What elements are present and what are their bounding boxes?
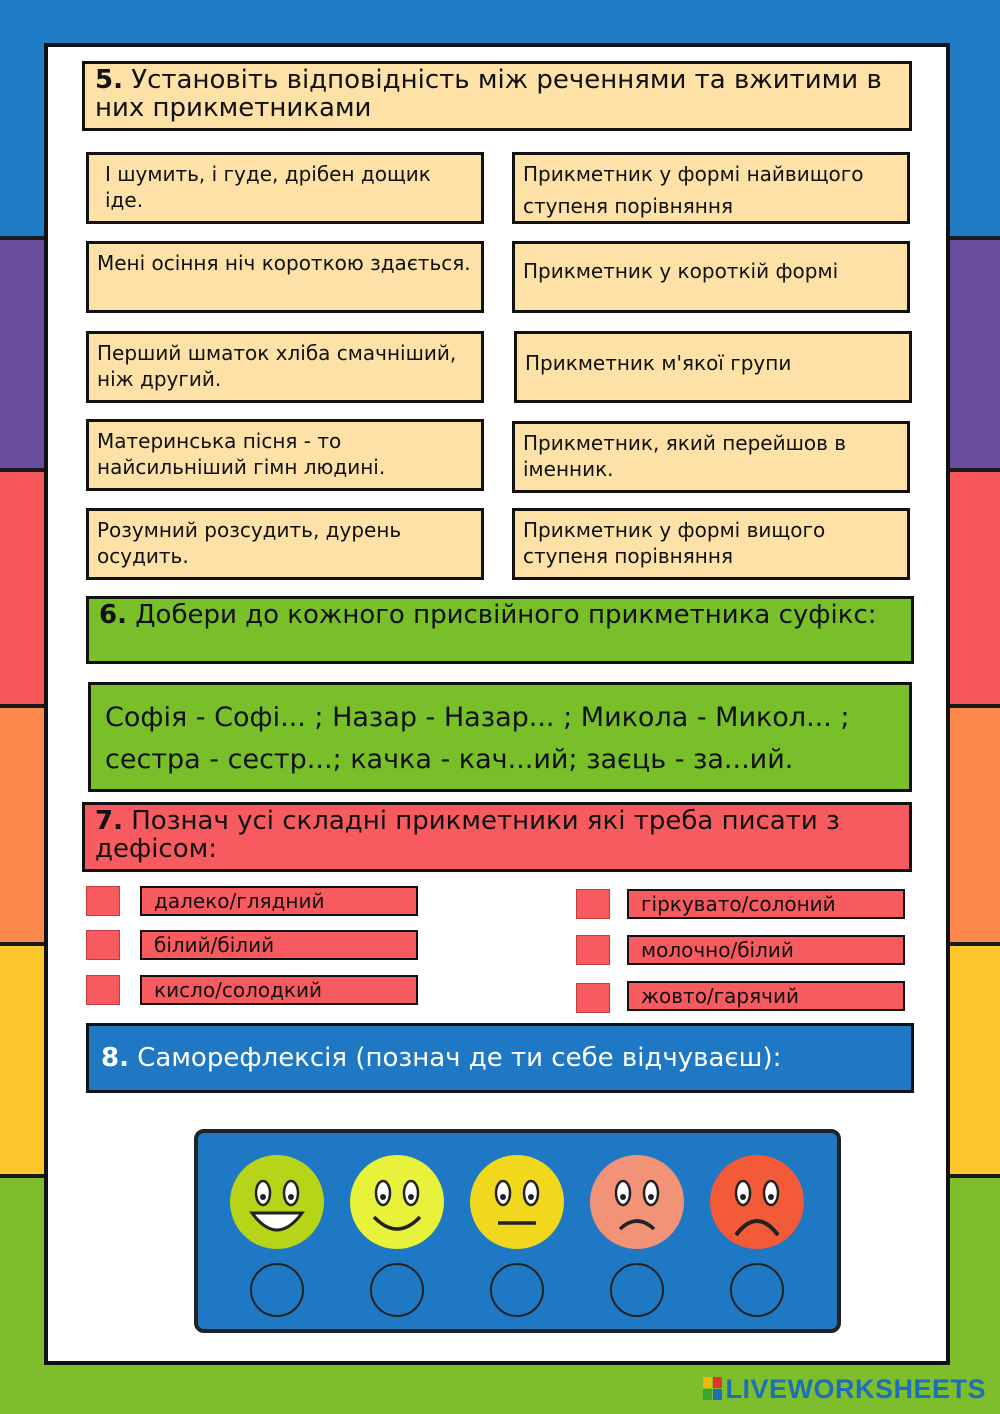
reflection-choice-5[interactable] bbox=[730, 1263, 784, 1317]
task6-exercise[interactable] bbox=[88, 682, 912, 792]
task6-line-1: Софія - Софі... ; Назар - Назар... ; Микола - Микол... ; bbox=[105, 702, 850, 733]
sad-face-icon bbox=[590, 1155, 684, 1249]
word-right-2: молочно/білий bbox=[627, 935, 905, 965]
task5-heading bbox=[82, 61, 912, 131]
task7-heading bbox=[82, 802, 912, 872]
match-left-2[interactable]: Мені осіння ніч короткою здається. bbox=[86, 241, 484, 313]
reflection-choice-1[interactable] bbox=[250, 1263, 304, 1317]
checkbox-right-1[interactable] bbox=[576, 889, 610, 919]
word-right-3: жовто/гарячий bbox=[627, 981, 905, 1011]
match-left-4[interactable]: Материнська пісня - то найсильніший гімн людині. bbox=[86, 419, 484, 491]
task6-title: Добери до кожного присвійного прикметника суфікс: bbox=[135, 600, 877, 630]
task5-number: 5. bbox=[95, 65, 123, 95]
checkbox-left-3[interactable] bbox=[86, 975, 120, 1005]
brand-name: LIVEWORKSHEETS bbox=[725, 1374, 986, 1404]
checkbox-left-1[interactable] bbox=[86, 886, 120, 916]
reflection-panel bbox=[194, 1129, 841, 1333]
reflection-choice-4[interactable] bbox=[610, 1263, 664, 1317]
checkbox-left-2[interactable] bbox=[86, 930, 120, 960]
word-left-3: кисло/солодкий bbox=[140, 975, 418, 1005]
match-right-5[interactable]: Прикметник у формі вищого ступеня порівняння bbox=[512, 508, 910, 580]
task7-number: 7. bbox=[95, 806, 123, 836]
task6-line-2: сестра - сестр...; качка - кач...ий; заєць - за...ий. bbox=[105, 744, 794, 775]
smile-face-icon bbox=[350, 1155, 444, 1249]
liveworksheets-logo bbox=[703, 1374, 986, 1405]
word-left-2: білий/білий bbox=[140, 930, 418, 960]
big-grin-face-icon bbox=[230, 1155, 324, 1249]
task5-title: Установіть відповідність між реченнями та вжитими в них прикметниками bbox=[95, 65, 882, 123]
match-right-2[interactable]: Прикметник у короткій формі bbox=[512, 241, 910, 313]
match-left-1[interactable]: І шумить, і гуде, дрібен дощик іде. bbox=[86, 152, 484, 224]
task6-number: 6. bbox=[99, 600, 127, 630]
checkbox-right-3[interactable] bbox=[576, 983, 610, 1013]
word-right-1: гіркувато/солоний bbox=[627, 889, 905, 919]
task8-title: Саморефлексія (познач де ти себе відчуваєш): bbox=[137, 1043, 782, 1073]
frown-face-icon bbox=[710, 1155, 804, 1249]
match-right-3[interactable]: Прикметник м'якої групи bbox=[514, 331, 912, 403]
reflection-choice-3[interactable] bbox=[490, 1263, 544, 1317]
task7-title: Познач усі складні прикметники які треба писати з дефісом: bbox=[95, 806, 840, 864]
task8-heading bbox=[86, 1023, 914, 1093]
match-left-5[interactable]: Розумний розсудить, дурень осудить. bbox=[86, 508, 484, 580]
neutral-face-icon bbox=[470, 1155, 564, 1249]
checkbox-right-2[interactable] bbox=[576, 935, 610, 965]
match-right-1[interactable]: Прикметник у формі найвищого ступеня порівняння bbox=[512, 152, 910, 224]
word-left-1: далеко/глядний bbox=[140, 886, 418, 916]
reflection-choice-2[interactable] bbox=[370, 1263, 424, 1317]
task8-number: 8. bbox=[101, 1043, 129, 1073]
match-right-4[interactable]: Прикметник, який перейшов в іменник. bbox=[512, 421, 910, 493]
task6-heading bbox=[86, 596, 914, 664]
logo-mark-icon bbox=[703, 1377, 723, 1401]
match-left-3[interactable]: Перший шматок хліба смачніший, ніж другий. bbox=[86, 331, 484, 403]
